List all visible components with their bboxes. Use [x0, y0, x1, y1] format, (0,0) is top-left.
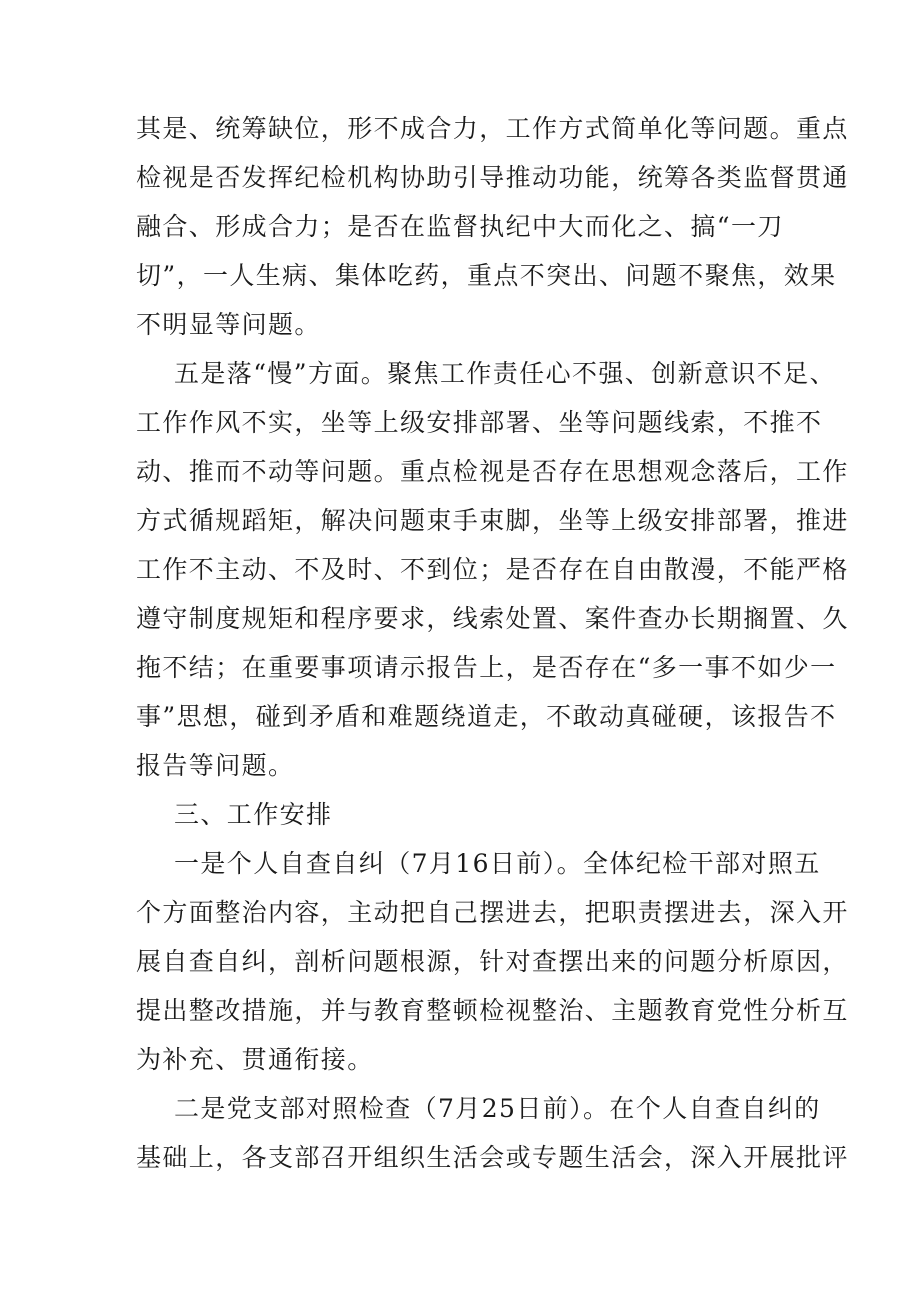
text-line: 工作不主动、不及时、不到位；是否存在自由散漫，不能严格 — [136, 555, 849, 584]
text-line: 动、推而不动等问题。重点检视是否存在思想观念落后，工作 — [136, 457, 849, 486]
text-line: 方式循规蹈矩，解决问题束手束脚，坐等上级安排部署，推进 — [136, 506, 849, 535]
text-line: 提出整改措施，并与教育整顿检视整治、主题教育党性分析互 — [136, 996, 849, 1025]
text-line: 检视是否发挥纪检机构协助引导推动功能，统筹各类监督贯通 — [136, 163, 849, 192]
text-line: 切”，一人生病、集体吃药，重点不突出、问题不聚焦，效果 — [136, 261, 837, 290]
text-line: 为补充、贯通衔接。 — [136, 1045, 374, 1074]
text-line: 个方面整治内容，主动把自己摆进去，把职责摆进去，深入开 — [136, 898, 849, 927]
section-heading: 三、工作安排 — [174, 800, 333, 829]
paragraph-start-line: 五是落“慢”方面。聚焦工作责任心不强、创新意识不足、 — [174, 359, 836, 388]
paragraph-start-line: 一是个人自查自纠（7月16日前）。全体纪检干部对照五 — [174, 849, 821, 878]
text-line: 拖不结；在重要事项请示报告上，是否存在“多一事不如少一 — [136, 653, 837, 682]
text-line: 展自查自纠，剖析问题根源，针对查摆出来的问题分析原因， — [136, 947, 849, 976]
text-line: 融合、形成合力；是否在监督执纪中大而化之、搞“一刀 — [136, 212, 784, 241]
paragraph-start-line: 二是党支部对照检查（7月25日前）。在个人自查自纠的 — [174, 1094, 821, 1123]
text-line: 工作作风不实，坐等上级安排部署、坐等问题线索，不推不 — [136, 408, 823, 437]
text-line: 其是、统筹缺位，形不成合力，工作方式简单化等问题。重点 — [136, 114, 849, 143]
text-line: 报告等问题。 — [136, 751, 295, 780]
text-line: 遵守制度规矩和程序要求，线索处置、案件查办长期搁置、久 — [136, 604, 849, 633]
text-line: 不明显等问题。 — [136, 310, 321, 339]
text-line: 基础上，各支部召开组织生活会或专题生活会，深入开展批评 — [136, 1143, 849, 1172]
text-line: 事”思想，碰到矛盾和难题绕道走，不敢动真碰硬，该报告不 — [136, 702, 837, 731]
